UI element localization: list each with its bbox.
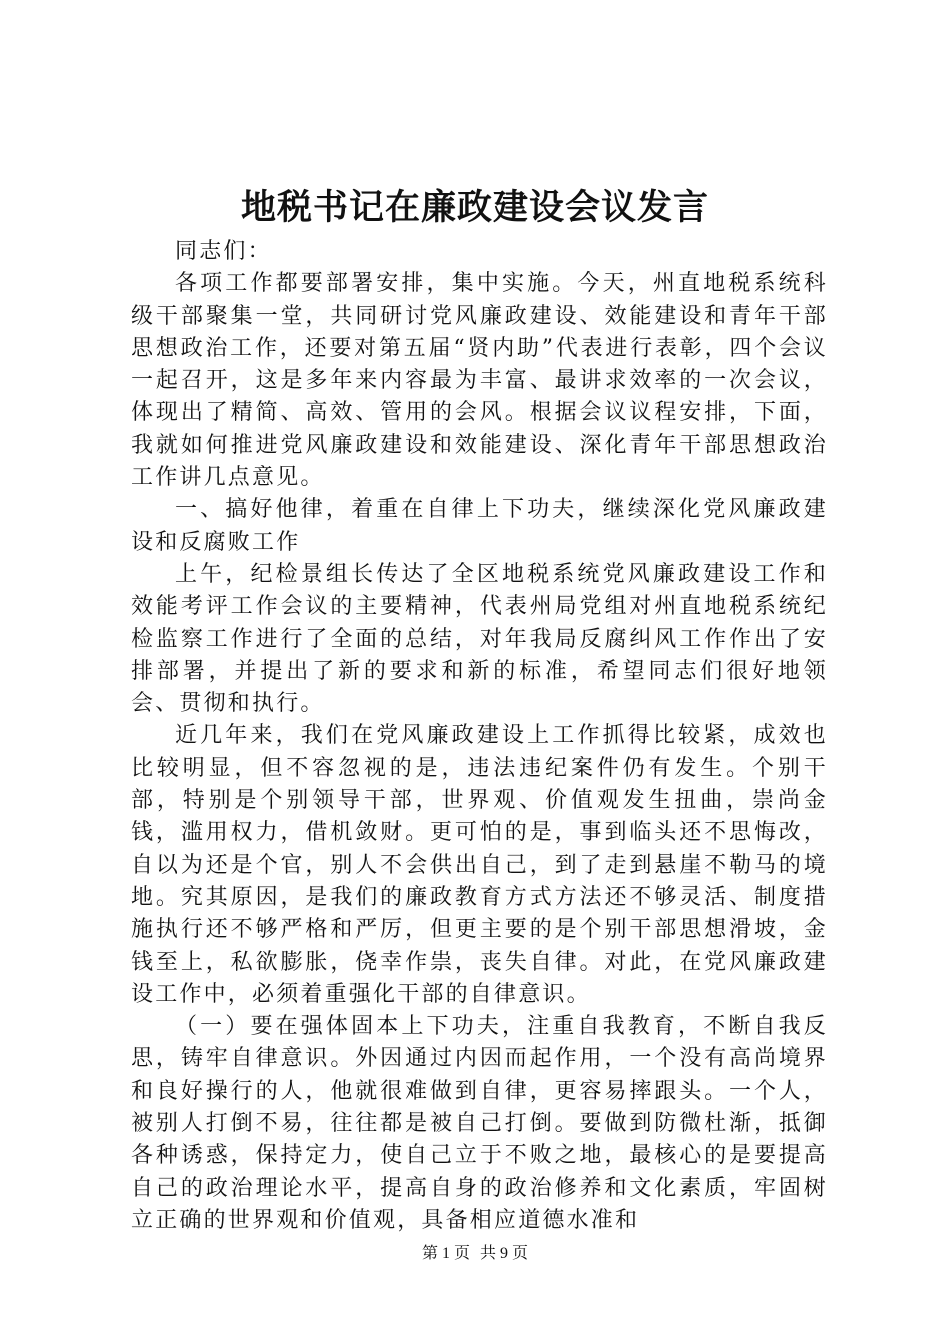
paragraph-morning-meeting: 上午，纪检景组长传达了全区地税系统党风廉政建设工作和效能考评工作会议的主要精神，代表州局党组对州直地税系统纪检监察工作进行了全面的总结，对年我局反腐纠风工作作出了安排部署，并提出了新的要求和新的标准，希望同志们很好地领会、贯彻和执行。 [131, 561, 828, 717]
document-body [131, 236, 828, 1237]
document-title: 地税书记在廉政建设会议发言 [240, 187, 709, 228]
page-total: 共 9 页 [480, 1245, 529, 1262]
paragraph-greeting: 同志们： [175, 239, 272, 264]
paragraph-intro: 各项工作都要部署安排，集中实施。今天，州直地税系统科级干部聚集一堂，共同研讨党风廉政建设、效能建设和青年干部思想政治工作，还要对第五届“贤内助”代表进行表彰，四个会议一起召开，这是多年来内容最为丰富、最讲求效率的一次会议，体现出了精简、高效、管用的会风。根据会议议程安排，下面，我就如何推进党风廉政建设和效能建设、深化青年干部思想政治工作讲几点意见。 [131, 271, 828, 491]
page-number: 第 1 页 [421, 1245, 470, 1262]
paragraph-recent-years: 近几年来，我们在党风廉政建设上工作抓得比较紧，成效也比较明显，但不容忽视的是，违法违纪案件仍有发生。个别干部，特别是个别领导干部，世界观、价值观发生扭曲，崇尚金钱，滥用权力，借机敛财。更可怕的是，事到临头还不思悔改，自以为还是个官，别人不会供出自己，到了走到悬崖不勒马的境地。究其原因，是我们的廉政教育方式方法还不够灵活、制度措施执行还不够严格和严厉，但更主要的是个别干部思想滑坡，金钱至上，私欲膨胀，侥幸作祟，丧失自律。对此，在党风廉政建设工作中，必须着重强化干部的自律意识。 [131, 723, 828, 1007]
section-heading-1: 一、搞好他律，着重在自律上下功夫，继续深化党风廉政建设和反腐败工作 [131, 497, 828, 555]
paragraph-subsection-1: （一）要在强体固本上下功夫，注重自我教育，不断自我反思，铸牢自律意识。外因通过内因而起作用，一个没有高尚境界和良好操行的人，他就很难做到自律，更容易摔跟头。一个人，被别人打倒不易，往往都是被自己打倒。要做到防微杜渐，抵御各种诱惑，保持定力，使自己立于不败之地，最核心的是要提高自己的政治理论水平，提高自身的政治修养和文化素质，牢固树立正确的世界观和价值观，具备相应道德水准和 [131, 1014, 828, 1233]
page-footer [0, 1243, 950, 1265]
